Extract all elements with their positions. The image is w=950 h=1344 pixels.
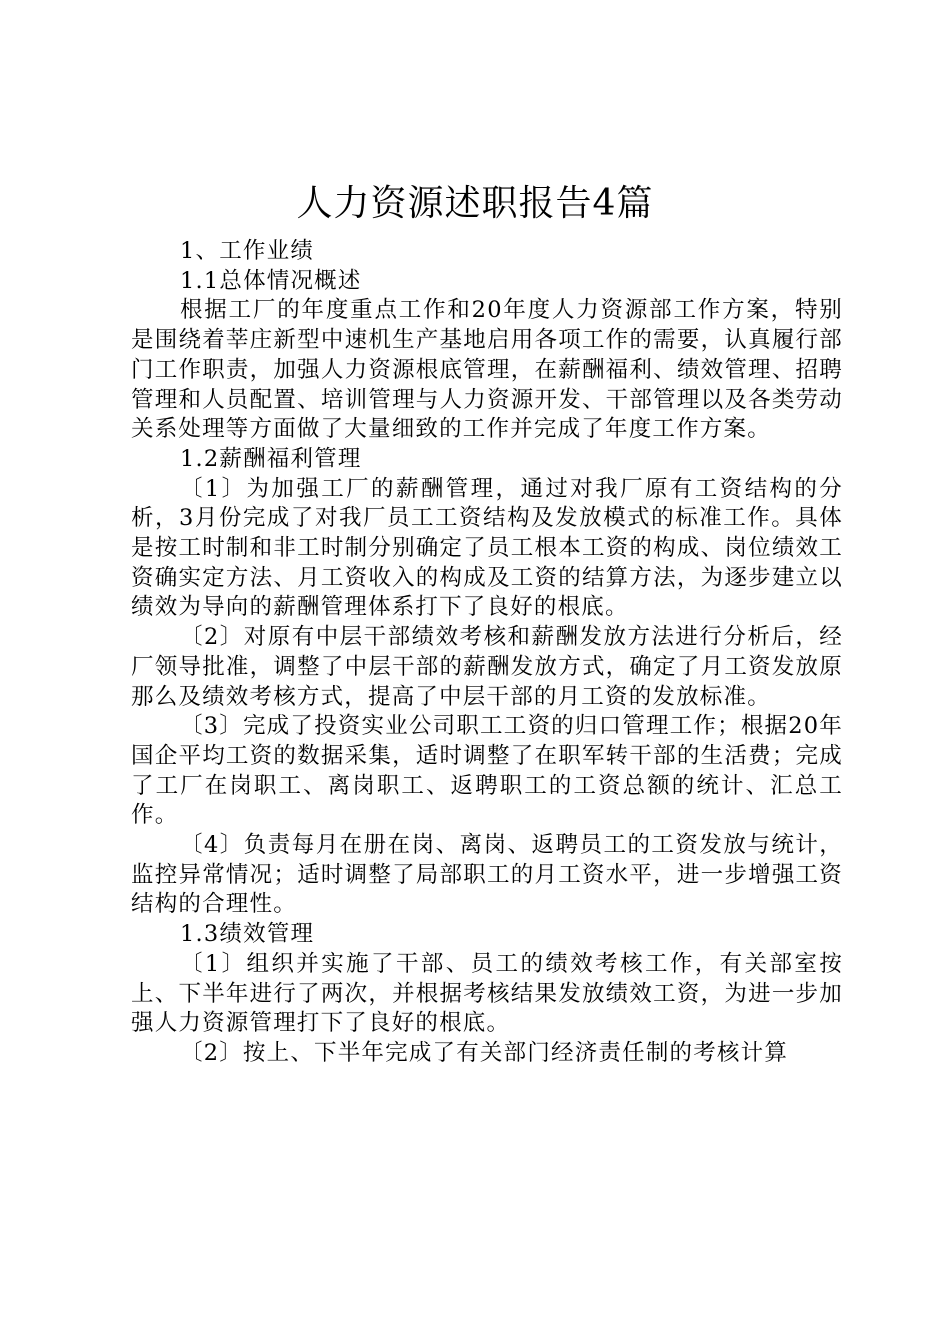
paragraph-compensation-4: 〔4〕负责每月在册在岗、离岗、返聘员工的工资发放与统计，监控异常情况；适时调整了局部职工的月工资水平，进一步增强工资结构的合理性。 (131, 832, 843, 918)
subsection-heading-overview: 1.1总体情况概述 (180, 267, 362, 294)
paragraph-compensation-2: 〔2〕对原有中层干部绩效考核和薪酬发放方法进行分析后，经厂领导批准，调整了中层干部的薪酬发放方式，确定了月工资发放原那么及绩效考核方式，提高了中层干部的月工资的发放标准。 (131, 624, 843, 710)
document-body (131, 237, 843, 1069)
paragraph-overview: 根据工厂的年度重点工作和20年度人力资源部工作方案，特别是围绕着莘庄新型中速机生产基地启用各项工作的需要，认真履行部门工作职责，加强人力资源根底管理，在薪酬福利、绩效管理、招聘管理和人员配置、培训管理与人力资源开发、干部管理以及各类劳动关系处理等方面做了大量细致的工作并完成了年度工作方案。 (131, 297, 843, 443)
subsection-heading-performance: 1.3绩效管理 (180, 921, 315, 948)
paragraph-performance-2: 〔2〕按上、下半年完成了有关部门经济责任制的考核计算 (180, 1039, 789, 1066)
paragraph-compensation-3: 〔3〕完成了投资实业公司职工工资的归口管理工作；根据20年国企平均工资的数据采集，适时调整了在职军转干部的生活费；完成了工厂在岗职工、离岗职工、返聘职工的工资总额的统计、汇总工作。 (131, 713, 843, 829)
section-heading-work-performance: 1、工作业绩 (180, 238, 315, 264)
subsection-heading-compensation: 1.2薪酬福利管理 (180, 445, 362, 472)
paragraph-performance-1: 〔1〕组织并实施了干部、员工的绩效考核工作，有关部室按上、下半年进行了两次，并根据考核结果发放绩效工资，为进一步加强人力资源管理打下了良好的根底。 (131, 950, 843, 1037)
document-title: 人力资源述职报告4篇 (296, 183, 654, 224)
paragraph-compensation-1: 〔1〕为加强工厂的薪酬管理，通过对我厂原有工资结构的分析，3月份完成了对我厂员工工资结构及发放模式的标准工作。具体是按工时制和非工时制分别确定了员工根本工资的构成、岗位绩效工资确实定方法、月工资收入的构成及工资的结算方法，为逐步建立以绩效为导向的薪酬管理体系打下了良好的根底。 (131, 475, 843, 621)
